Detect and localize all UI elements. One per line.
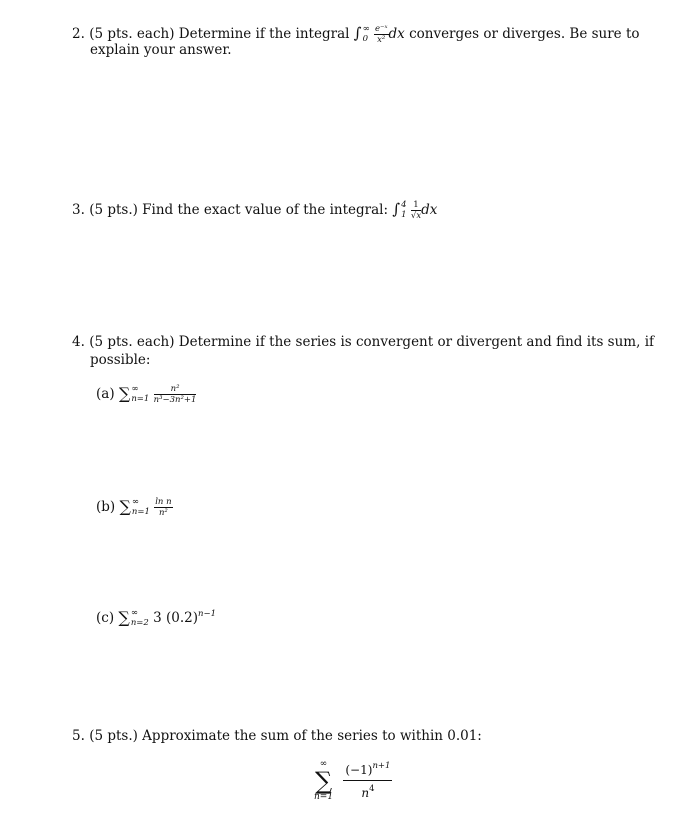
question-5-text: (5 pts.) Approximate the sum of the series to within 0.01: (89, 728, 482, 744)
question-2-number: 2. (72, 26, 85, 42)
question-4-line-1 (72, 334, 654, 350)
question-4b (96, 497, 173, 518)
question-5 (72, 728, 482, 744)
question-2-prefix: (5 pts. each) Determine if the integral (89, 26, 350, 42)
question-4-line-2: possible: (90, 352, 151, 368)
question-4c (96, 608, 216, 628)
question-4c-label: (c) (96, 610, 115, 626)
question-2-suffix: converges or diverges. Be sure to (409, 26, 640, 42)
question-4b-label: (b) (96, 499, 116, 515)
question-2-integral: ∫ ∞ 0 $\frac{\text{e⁻ˣ}}{\text{x²}}$ dx (353, 23, 405, 45)
question-5-series: ∞ ∑ n=1 $\frac{(-1)^{n+1}}{n^4}$ (314, 759, 391, 802)
question-4a (96, 384, 196, 405)
question-3 (72, 200, 437, 221)
question-4-text: (5 pts. each) Determine if the series is convergent or divergent and find its sum, if (89, 334, 655, 350)
question-4c-series: ∑ ∞ n=2 3 $(0.2)^{n-1}$ (118, 608, 217, 628)
question-4-number: 4. (72, 334, 85, 350)
question-3-integral: ∫ 4 1 $\frac{1}{√x}$ dx (392, 199, 438, 221)
question-4a-label: (a) (96, 386, 115, 402)
question-3-number: 3. (72, 202, 85, 218)
question-5-number: 5. (72, 728, 85, 744)
question-4a-series: ∑ ∞ n=1 $\frac{\text{n²}}{\text{n³−3n²+1}}$ (118, 383, 197, 405)
question-4b-series: ∑ ∞ n=1 $\frac{\text{ln n}}{\text{n²}}$ (119, 496, 172, 518)
question-3-text: (5 pts.) Find the exact value of the integral: (89, 202, 389, 218)
question-2-line-2: explain your answer. (90, 42, 232, 58)
